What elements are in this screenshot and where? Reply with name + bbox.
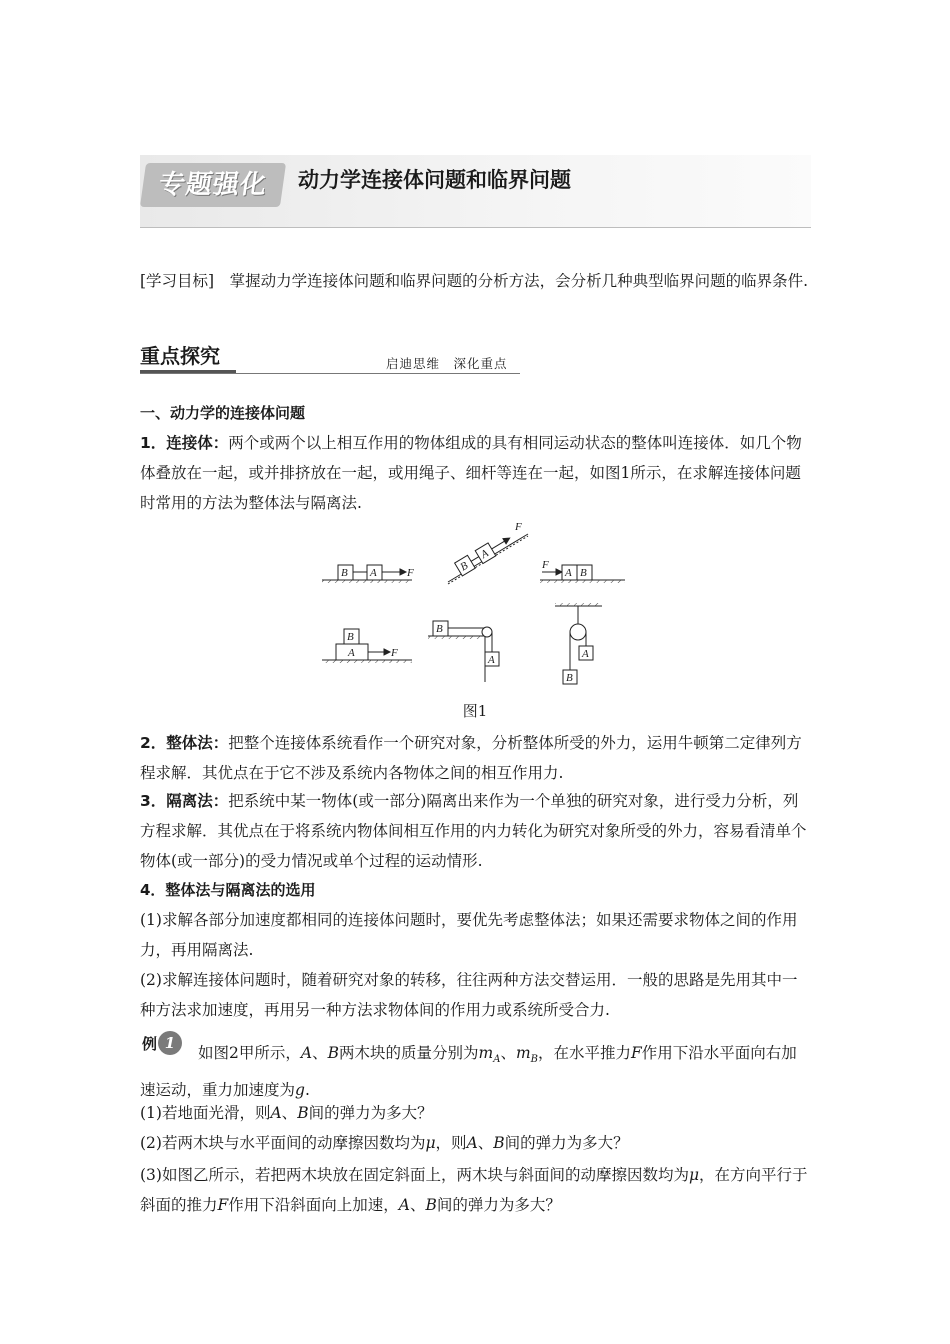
- svg-text:A: A: [582, 648, 589, 660]
- diagram-rope-horizontal: [322, 565, 414, 583]
- item-4-heading: 4．整体法与隔离法的选用: [140, 881, 316, 899]
- svg-text:A: A: [488, 654, 495, 666]
- diagram-incline: [448, 521, 528, 584]
- svg-text:B: B: [566, 672, 573, 684]
- svg-text:F: F: [515, 521, 522, 533]
- svg-text:F: F: [391, 647, 398, 659]
- item-1-label: 1．连接体：: [140, 434, 229, 452]
- part-heading: 一、动力学的连接体问题: [140, 404, 306, 422]
- item-3-text: 把系统中某一物体(或一部分)隔离出来作为一个单独的研究对象，进行受力分析，列方程求解．其优点在于将系统内物体间相互作用的内力转化为研究对象所受的外力，容易看清单个物体(或一部分)的受力情况或单个过程的运动情形.: [140, 792, 807, 870]
- item-2: [140, 728, 812, 788]
- item-1: [140, 428, 812, 518]
- example-question-3: (3)如图乙所示，若把两木块放在固定斜面上，两木块与斜面间的动摩擦因数均为μ，在方向平行于斜面的推力F作用下沿斜面向上加速，A、B间的弹力为多大？: [140, 1166, 808, 1214]
- page-title: 动力学连接体问题和临界问题: [298, 168, 571, 192]
- item-1-text: 两个或两个以上相互作用的物体组成的具有相同运动状态的整体叫连接体．如几个物体叠放在一起，或并排挤放在一起，或用绳子、细杆等连在一起，如图1所示，在求解连接体问题时常用的方法为整体法与隔离法.: [140, 434, 802, 512]
- diagram-stacked: [322, 629, 412, 663]
- section-subtitle: 启迪思维 深化重点: [386, 356, 508, 371]
- svg-text:A: A: [370, 567, 377, 579]
- svg-text:F: F: [407, 567, 414, 579]
- figure-1-caption: 图1: [462, 702, 488, 720]
- svg-text:A: A: [565, 567, 572, 579]
- svg-text:A: A: [478, 547, 491, 562]
- objective-text: 掌握动力学连接体问题和临界问题的分析方法，会分析几种典型临界问题的临界条件.: [229, 272, 809, 290]
- example-intro: 如图2甲所示，A、B两木块的质量分别为$m_A$、$m_B$，在水平推力F作用下沿水平面向右加速运动，重力加速度为g.: [140, 1044, 797, 1100]
- example-question-2: (2)若两木块与水平面间的动摩擦因数均为μ，则A、B间的弹力为多大？: [140, 1134, 629, 1152]
- diagram-push-pair: [540, 559, 625, 583]
- example-label: 例: [142, 1035, 158, 1053]
- objective-label: [学习目标]: [140, 272, 215, 290]
- figure-1-diagram: [320, 520, 630, 692]
- svg-text:B: B: [580, 567, 587, 579]
- section-title: 重点探究: [140, 344, 220, 368]
- item-3: [140, 786, 812, 876]
- svg-text:F: F: [542, 559, 549, 571]
- section-divider: [140, 373, 520, 374]
- topic-badge: [140, 163, 286, 207]
- learning-objective: [140, 266, 812, 296]
- item-4-paragraph-2: (2)求解连接体问题时，随着研究对象的转移，往往两种方法交替运用．一般的思路是先用其中一种方法求加速度，再用另一种方法求物体间的作用力或系统所受合力.: [140, 971, 798, 1019]
- item-2-label: 2．整体法：: [140, 734, 229, 752]
- item-4-paragraph-1: (1)求解各部分加速度都相同的连接体问题时，要优先考虑整体法；如果还需要求物体之间的作用力，再用隔离法.: [140, 911, 798, 959]
- example-number-badge: 1: [158, 1031, 182, 1055]
- svg-text:B: B: [436, 623, 443, 635]
- item-2-text: 把整个连接体系统看作一个研究对象，分析整体所受的外力，运用牛顿第二定律列方程求解．其优点在于它不涉及系统内各物体之间的相互作用力.: [140, 734, 802, 782]
- svg-text:A: A: [348, 647, 355, 659]
- svg-text:B: B: [347, 631, 354, 643]
- svg-text:B: B: [341, 567, 348, 579]
- svg-text:B: B: [458, 559, 471, 574]
- diagram-hanging-pulley: [555, 603, 602, 684]
- topic-badge-text: 专题强化: [156, 170, 270, 200]
- item-3-label: 3．隔离法：: [140, 792, 229, 810]
- diagram-table-pulley: [428, 621, 499, 682]
- example-question-1: (1)若地面光滑，则A、B间的弹力为多大？: [140, 1104, 433, 1122]
